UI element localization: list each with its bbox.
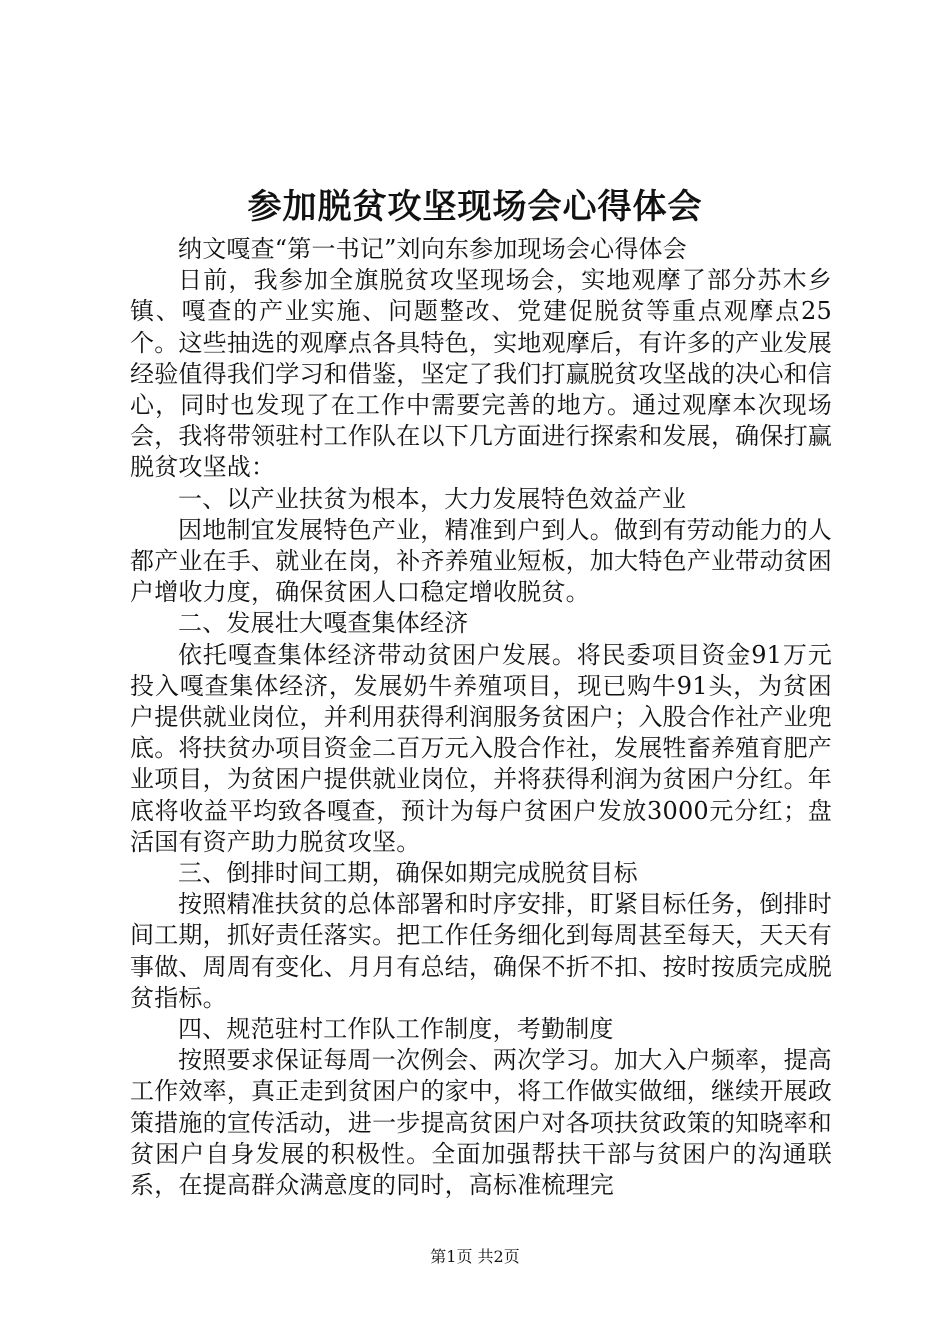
intro-paragraph: 日前，我参加全旗脱贫攻坚现场会，实地观摩了部分苏木乡镇、嘎查的产业实施、问题整改、党建促脱贫等重点观摩点25个。这些抽选的观摩点各具特色，实地观摩后，有许多的产业发展经验值得我们学习和借鉴，坚定了我们打赢脱贫攻坚战的决心和信心，同时也发现了在工作中需要完善的地方。通过观摩本次现场会，我将带领驻村工作队在以下几方面进行探索和发展，确保打赢脱贫攻坚战： <box>130 266 832 482</box>
document-body <box>130 234 832 1201</box>
section-paragraph-1: 因地制宜发展特色产业，精准到户到人。做到有劳动能力的人都产业在手、就业在岗，补齐养殖业短板，加大特色产业带动贫困户增收力度，确保贫困人口稳定增收脱贫。 <box>130 515 832 607</box>
section-heading-3: 三、倒排时间工期，确保如期完成脱贫目标 <box>178 859 638 888</box>
page-number-footer: 第1页 共2页 <box>430 1247 520 1266</box>
section-paragraph-3: 按照精准扶贫的总体部署和时序安排，盯紧目标任务，倒排时间工期，抓好责任落实。把工作任务细化到每周甚至每天，天天有事做、周周有变化、月月有总结，确保不折不扣、按时按质完成脱贫指标。 <box>130 890 832 1012</box>
section-heading-4: 四、规范驻村工作队工作制度，考勤制度 <box>178 1015 614 1044</box>
section-heading-2: 二、发展壮大嘎查集体经济 <box>178 609 469 638</box>
subtitle-paragraph: 纳文嘎查“第一书记”刘向东参加现场会心得体会 <box>178 235 687 263</box>
section-paragraph-4: 按照要求保证每周一次例会、两次学习。加大入户频率，提高工作效率，真正走到贫困户的家中，将工作做实做细，继续开展政策措施的宣传活动，进一步提高贫困户对各项扶贫政策的知晓率和贫困户自身发展的积极性。全面加强帮扶干部与贫困户的沟通联系，在提高群众满意度的同时，高标准梳理完 <box>130 1046 832 1200</box>
section-heading-1: 一、以产业扶贫为根本，大力发展特色效益产业 <box>178 484 687 513</box>
document-title: 参加脱贫攻坚现场会心得体会 <box>247 187 703 227</box>
section-paragraph-2: 依托嘎查集体经济带动贫困户发展。将民委项目资金91万元投入嘎查集体经济，发展奶牛养殖项目，现已购牛91头，为贫困户提供就业岗位，并利用获得利润服务贫困户；入股合作社产业兜底。将扶贫办项目资金二百万元入股合作社，发展牲畜养殖育肥产业项目，为贫困户提供就业岗位，并将获得利润为贫困户分红。年底将收益平均致各嘎查，预计为每户贫困户发放3000元分红；盘活国有资产助力脱贫攻坚。 <box>130 640 832 856</box>
